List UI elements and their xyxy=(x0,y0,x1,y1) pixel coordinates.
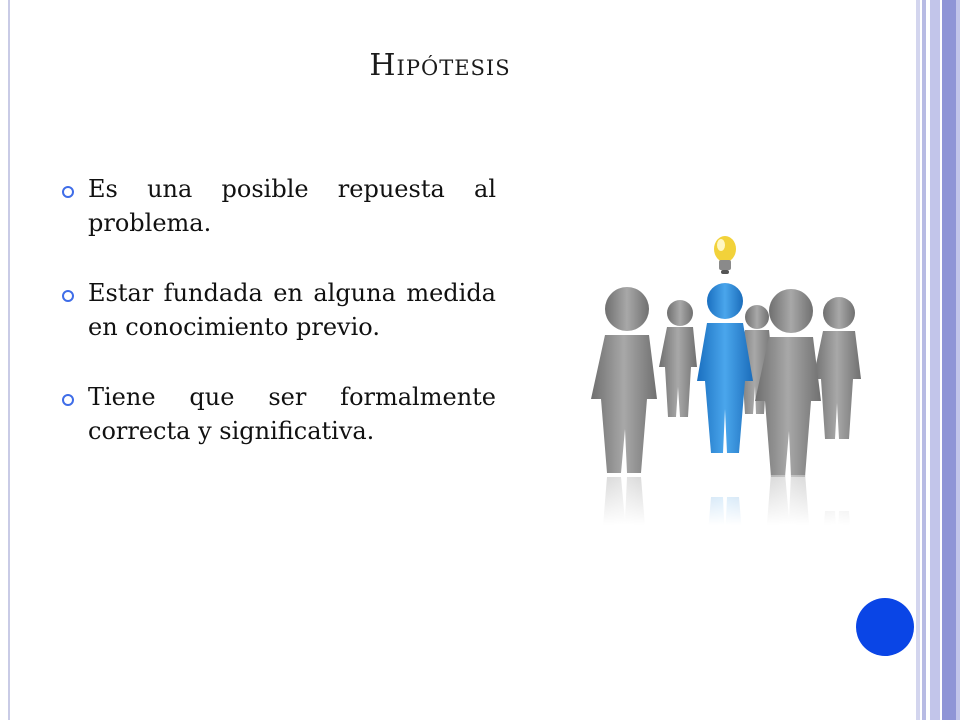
bullet-text: Estar fundada en alguna medida en conocimiento previo. xyxy=(88,279,496,341)
left-frame-line xyxy=(8,0,10,720)
bullet-circle-icon xyxy=(62,290,74,302)
figure-gray-left xyxy=(591,287,657,473)
right-frame-stripe xyxy=(922,0,926,720)
bullet-circle-icon xyxy=(62,186,74,198)
bullet-text: Es una posible repuesta al problema. xyxy=(88,175,496,237)
right-frame-stripe xyxy=(956,0,960,720)
figure-blue-leader xyxy=(697,283,753,453)
right-frame-stripe xyxy=(916,0,920,720)
right-frame-stripe xyxy=(942,0,956,720)
lightbulb-icon xyxy=(714,236,736,274)
bullet-item xyxy=(56,172,496,240)
decorative-blue-circle xyxy=(856,598,914,656)
bullet-item xyxy=(56,380,496,448)
slide-title: Hipótesis xyxy=(369,48,511,83)
bullet-list xyxy=(56,172,496,484)
right-frame-stripe xyxy=(930,0,940,720)
bullet-text: Tiene que ser formalmente correcta y significativa. xyxy=(88,383,496,445)
bullet-item xyxy=(56,276,496,344)
figure-gray-right xyxy=(813,297,861,439)
people-lightbulb-icon xyxy=(585,225,885,525)
bullet-circle-icon xyxy=(62,394,74,406)
